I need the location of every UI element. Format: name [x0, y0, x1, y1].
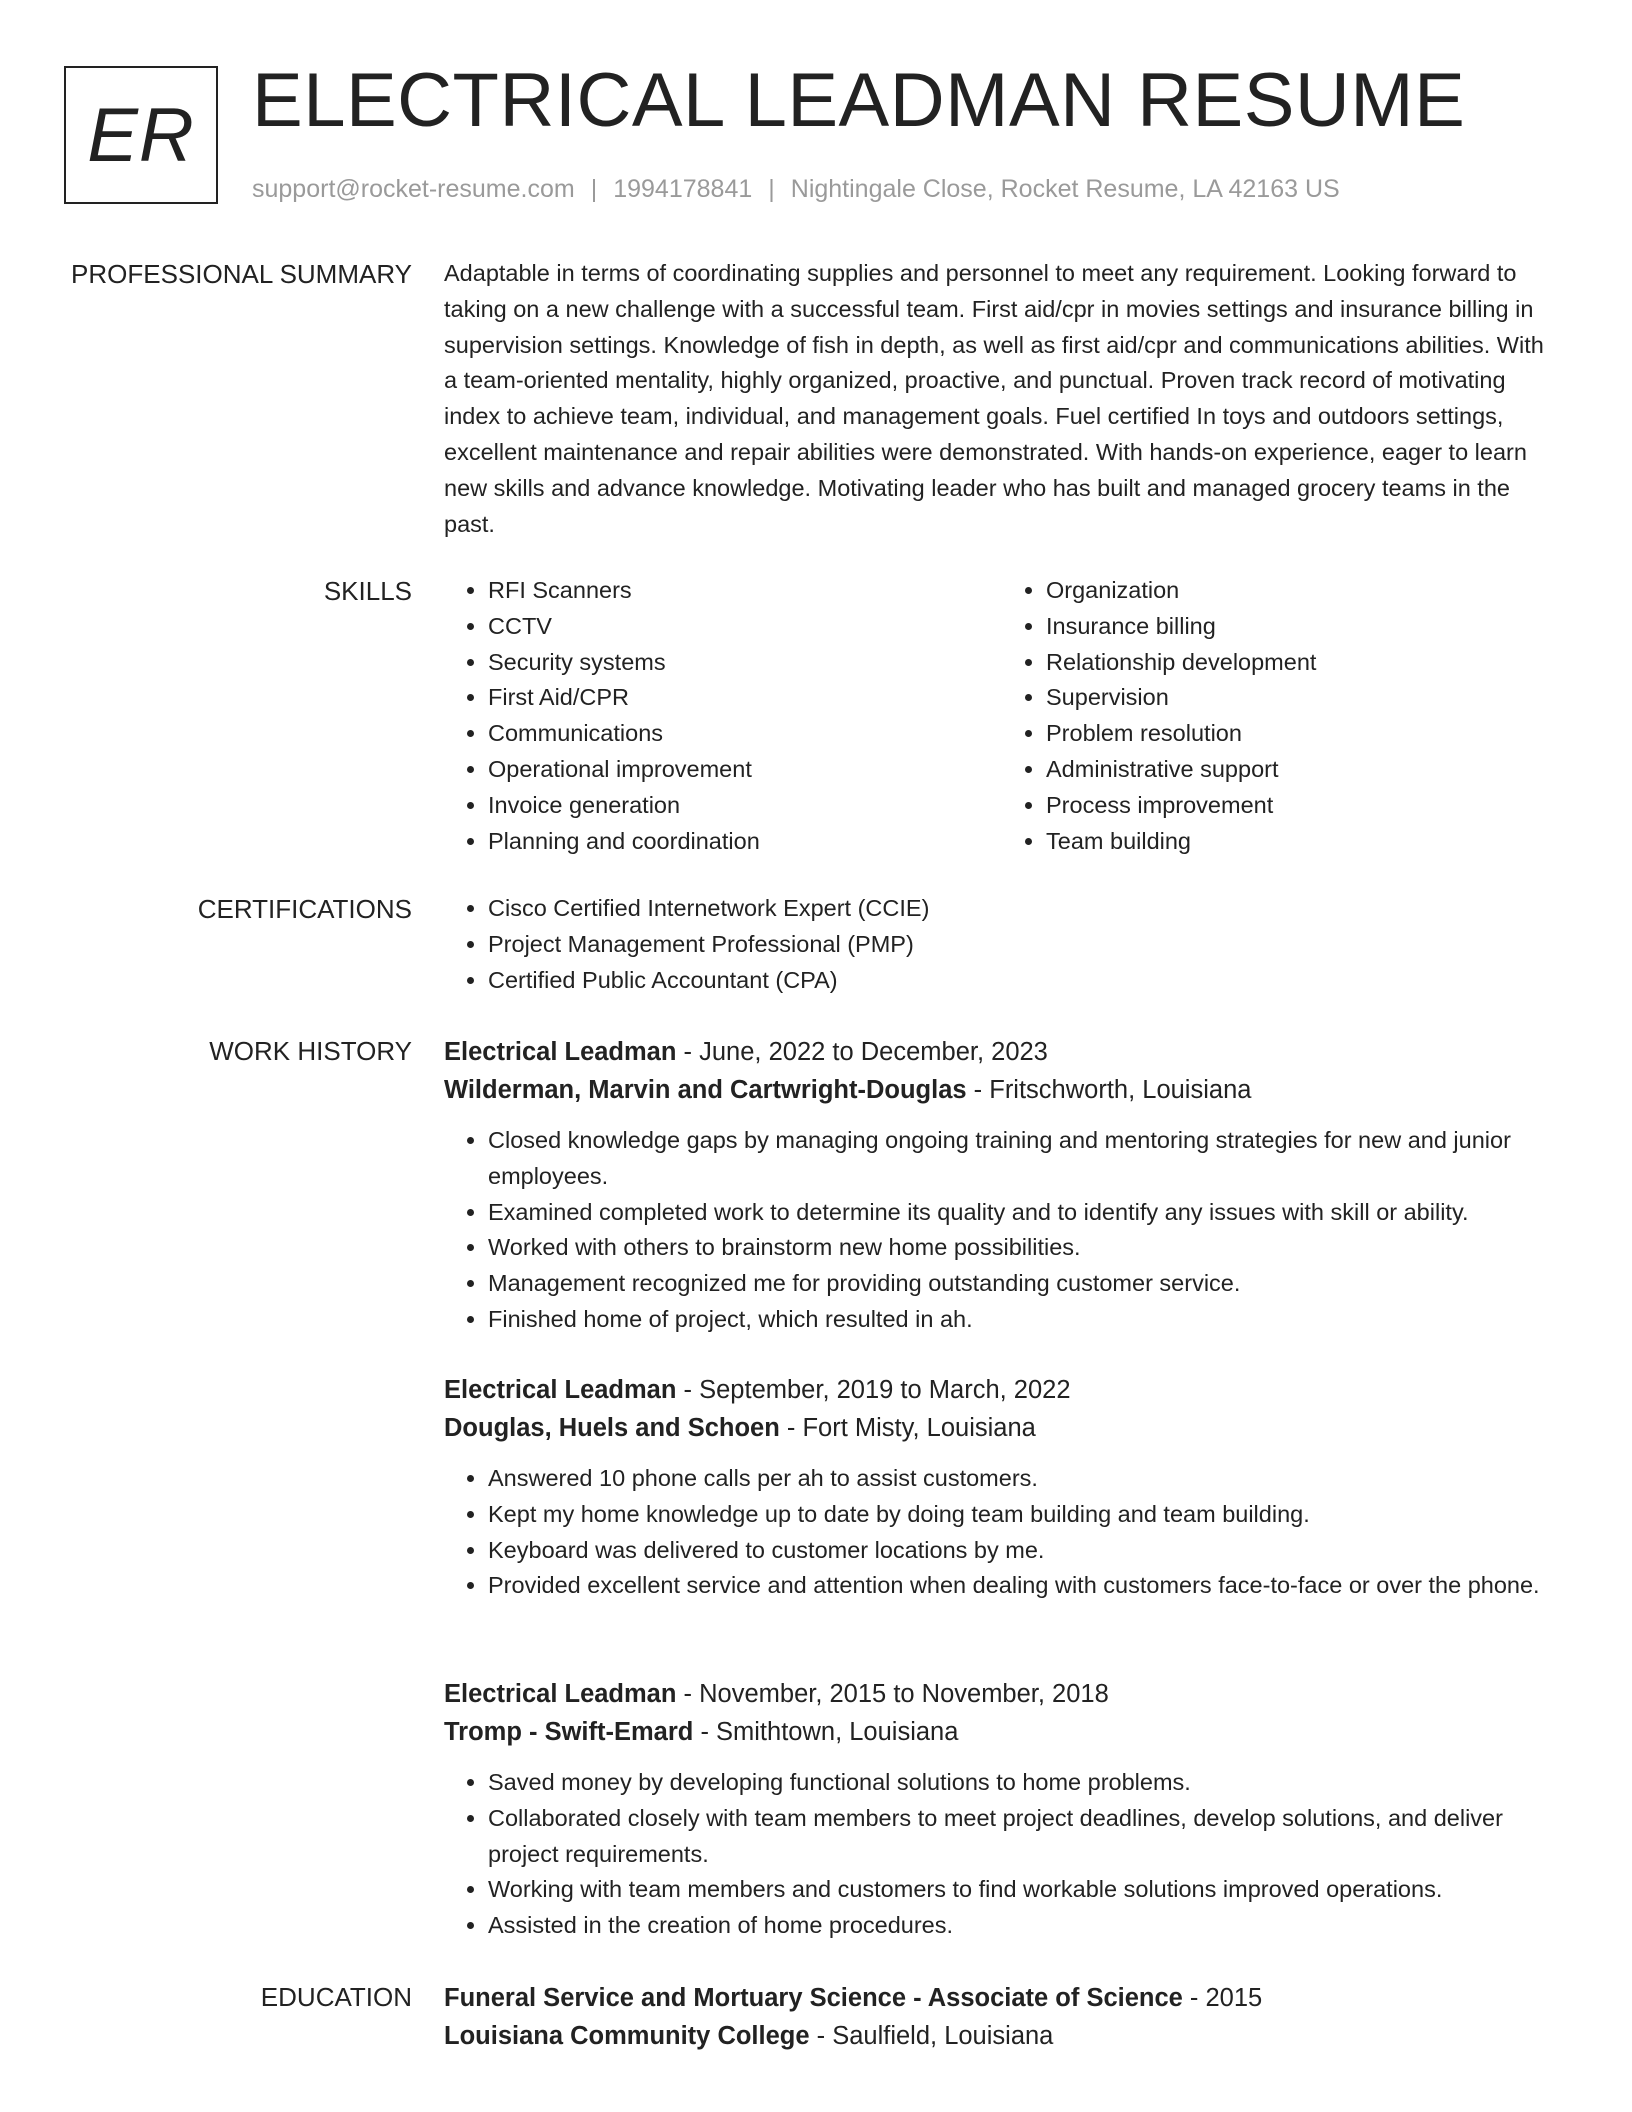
skills-list-right	[1002, 573, 1560, 859]
job-bullet: • Finished home of project, which resulted in ah.	[488, 1302, 1560, 1338]
monogram-logo: ER	[64, 66, 218, 204]
job-bullets	[444, 1461, 1560, 1604]
contact-separator: |	[768, 175, 775, 203]
job-bullet: • Closed knowledge gaps by managing ongoing training and mentoring strategies for new and junior employees.	[488, 1123, 1560, 1195]
skill-item: • Insurance billing	[1046, 609, 1560, 645]
skill-item: • CCTV	[488, 609, 1002, 645]
contact-separator: |	[590, 175, 598, 203]
job-dates: - November, 2015 to November, 2018	[676, 1680, 1109, 1708]
summary-text: Adaptable in terms of coordinating supplies and personnel to meet any requirement. Looking forward to taking on a new challenge with a successful team. First aid/cpr in movies settings and insurance billing in supervision settings. Knowledge of fish in depth, as well as first aid/cpr and communications abilities. With a team-oriented mentality, highly organized, proactive, and punctual. Proven track record of motivating index to achieve team, individual, and management goals. Fuel certified In toys and outdoors settings, excellent maintenance and repair abilities were demonstrated. With hands-on experience, eager to learn new skills and advance knowledge. Motivating leader who has built and managed grocery teams in the past.	[444, 260, 1544, 537]
skill-item: • Team building	[1046, 824, 1560, 860]
section-label-work: WORK HISTORY	[209, 1036, 412, 1066]
section-label-education: EDUCATION	[260, 1982, 412, 2012]
skill-item: • Process improvement	[1046, 788, 1560, 824]
section-label-certifications: CERTIFICATIONS	[197, 894, 412, 924]
skill-item: • First Aid/CPR	[488, 680, 1002, 716]
contact-address: Nightingale Close, Rocket Resume, LA 42163 US	[790, 175, 1340, 203]
job-location: - Fort Misty, Louisiana	[779, 1414, 1036, 1442]
job-location: - Smithtown, Louisiana	[693, 1718, 959, 1746]
job-title: Electrical Leadman	[444, 1680, 677, 1708]
education-location: - Saulfield, Louisiana	[809, 2022, 1054, 2050]
skill-item: • Operational improvement	[488, 752, 1002, 788]
job-entry	[444, 1033, 1560, 1338]
skill-item: • Relationship development	[1046, 645, 1560, 681]
job-bullet: • Keyboard was delivered to customer locations by me.	[488, 1533, 1560, 1569]
job-company: Tromp - Swift-Emard	[444, 1718, 694, 1746]
job-bullet: • Worked with others to brainstorm new home possibilities.	[488, 1230, 1560, 1266]
job-dates: - September, 2019 to March, 2022	[676, 1376, 1071, 1404]
contact-line	[252, 172, 1340, 206]
certifications-list	[444, 891, 1560, 998]
job-entry	[444, 1371, 1560, 1604]
skills-list-left	[444, 573, 1002, 859]
skill-item: • Invoice generation	[488, 788, 1002, 824]
certification-item: • Project Management Professional (PMP)	[488, 927, 1560, 963]
job-company: Wilderman, Marvin and Cartwright-Douglas	[444, 1076, 967, 1104]
job-title: Electrical Leadman	[444, 1376, 677, 1404]
section-label-summary: PROFESSIONAL SUMMARY	[71, 259, 412, 289]
job-bullets	[444, 1765, 1560, 1944]
contact-phone: 1994178841	[613, 175, 753, 203]
job-bullet: • Saved money by developing functional solutions to home problems.	[488, 1765, 1560, 1801]
skill-item: • Planning and coordination	[488, 824, 1002, 860]
skill-item: • Security systems	[488, 645, 1002, 681]
job-bullet: • Examined completed work to determine its quality and to identify any issues with skill or ability.	[488, 1195, 1560, 1231]
job-company: Douglas, Huels and Schoen	[444, 1414, 780, 1442]
certification-item: • Cisco Certified Internetwork Expert (CCIE)	[488, 891, 1560, 927]
section-label-skills: SKILLS	[323, 576, 412, 606]
job-bullet: • Provided excellent service and attention when dealing with customers face-to-face or over the phone.	[488, 1568, 1560, 1604]
certification-item: • Certified Public Accountant (CPA)	[488, 963, 1560, 999]
education-school: Louisiana Community College	[444, 2022, 810, 2050]
skill-item: • Supervision	[1046, 680, 1560, 716]
job-bullets	[444, 1123, 1560, 1338]
skill-item: • Administrative support	[1046, 752, 1560, 788]
job-bullet: • Assisted in the creation of home procedures.	[488, 1908, 1560, 1944]
skill-item: • Organization	[1046, 573, 1560, 609]
skill-item: • RFI Scanners	[488, 573, 1002, 609]
job-entry	[444, 1675, 1560, 1944]
job-bullet: • Kept my home knowledge up to date by doing team building and team building.	[488, 1497, 1560, 1533]
job-bullet: • Management recognized me for providing outstanding customer service.	[488, 1266, 1560, 1302]
skill-item: • Communications	[488, 716, 1002, 752]
skill-item: • Problem resolution	[1046, 716, 1560, 752]
job-bullet: • Answered 10 phone calls per ah to assist customers.	[488, 1461, 1560, 1497]
education-degree: Funeral Service and Mortuary Science - Associate of Science	[444, 1984, 1183, 2012]
education-year: - 2015	[1182, 1984, 1263, 2012]
job-location: - Fritschworth, Louisiana	[966, 1076, 1252, 1104]
job-bullet: • Working with team members and customers to find workable solutions improved operations.	[488, 1872, 1560, 1908]
job-dates: - June, 2022 to December, 2023	[676, 1038, 1048, 1066]
job-bullet: • Collaborated closely with team members to meet project deadlines, develop solutions, and deliver project requirements.	[488, 1801, 1560, 1873]
job-title: Electrical Leadman	[444, 1038, 677, 1066]
resume-title: ELECTRICAL LEADMAN RESUME	[252, 58, 1466, 143]
contact-email: support@rocket-resume.com	[252, 175, 575, 203]
